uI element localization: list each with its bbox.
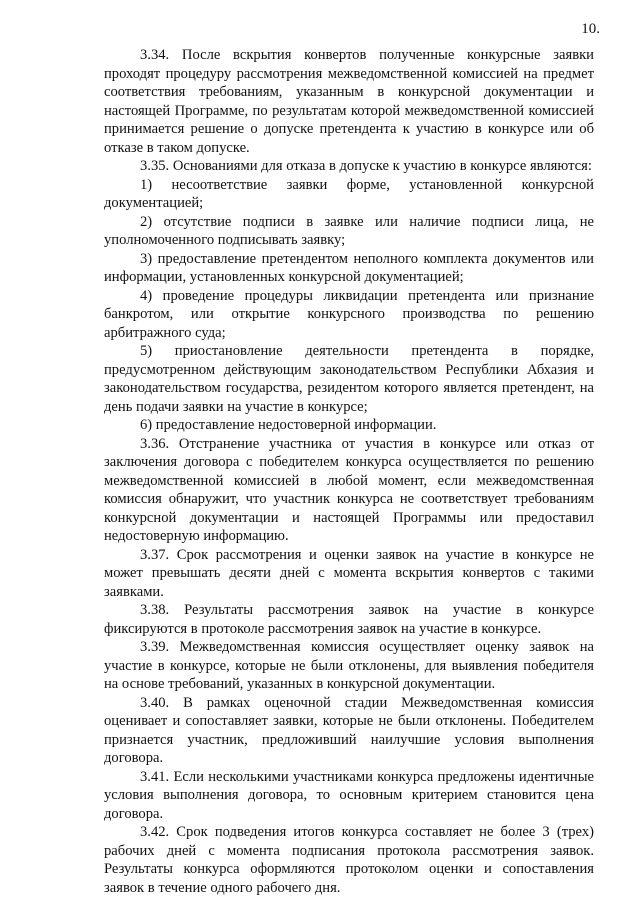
clause-3-40: 3.40. В рамках оценочной стадии Межведомственная комиссия оценивает и сопоставляет заявки, которые не были отклонены. Победителем признается участник, предложивший наилучшие условия выполнения договора.: [104, 694, 594, 766]
clause-3-37: 3.37. Срок рассмотрения и оценки заявок на участие в конкурсе не может превышать десяти дней с момента вскрытия конвертов с такими заявками.: [104, 546, 594, 600]
list-item-2: 2) отсутствие подписи в заявке или наличие подписи лица, не уполномоченного подписывать заявку;: [104, 213, 594, 248]
page-number: 10.: [581, 21, 600, 37]
list-item-5: 5) приостановление деятельности претендента в порядке, предусмотренном действующим законодательством Республики Абхазия и законодательством государства, резидентом которого является претендент, на день подачи заявки на участие в конкурсе;: [104, 343, 594, 415]
clause-3-36: 3.36. Отстранение участника от участия в конкурсе или отказ от заключения договора с победителем конкурса осуществляется по решению межведомственной комиссией в любой момент, если межведомственная комиссия обнаружит, что участник конкурса не соответствует требованиям конкурсной документации и настоящей Программы или предоставил недостоверную информацию.: [104, 435, 594, 544]
clause-3-38: 3.38. Результаты рассмотрения заявок на участие в конкурсе фиксируются в протоколе рассмотрения заявок на участие в конкурсе.: [104, 602, 594, 637]
clause-3-41: 3.41. Если несколькими участниками конкурса предложены идентичные условия выполнения договора, то основным критерием становится цена договора.: [104, 768, 594, 822]
list-item-4: 4) проведение процедуры ликвидации претендента или признание банкротом, или открытие конкурсного производства по решению арбитражного суда;: [104, 287, 594, 341]
list-item-1: 1) несоответствие заявки форме, установленной конкурсной документацией;: [104, 176, 594, 211]
document-body: [104, 46, 594, 897]
clause-3-42: 3.42. Срок подведения итогов конкурса составляет не более 3 (трех) рабочих дней с момента подписания протокола рассмотрения заявок. Результаты конкурса оформляются протоколом оценки и сопоставления заявок в течение одного рабочего дня.: [104, 824, 594, 896]
clause-3-35: 3.35. Основаниями для отказа в допуске к участию в конкурсе являются:: [140, 158, 592, 174]
clause-3-34: 3.34. После вскрытия конвертов полученные конкурсные заявки проходят процедуру рассмотрения межведомственной комиссией на предмет соответствия требованиям, указанным в конкурсной документации и настоящей Программе, по результатам которой межведомственной комиссией принимается решение о допуске претендента к участию в конкурсе или об отказе в таком допуске.: [104, 47, 594, 156]
list-item-3: 3) предоставление претендентом неполного комплекта документов или информации, установленных конкурсной документацией;: [104, 250, 594, 285]
clause-3-39: 3.39. Межведомственная комиссия осуществляет оценку заявок на участие в конкурсе, которые не были отклонены, для выявления победителя на основе требований, указанных в конкурсной документации.: [104, 639, 594, 692]
list-item-6: 6) предоставление недостоверной информации.: [140, 417, 437, 433]
